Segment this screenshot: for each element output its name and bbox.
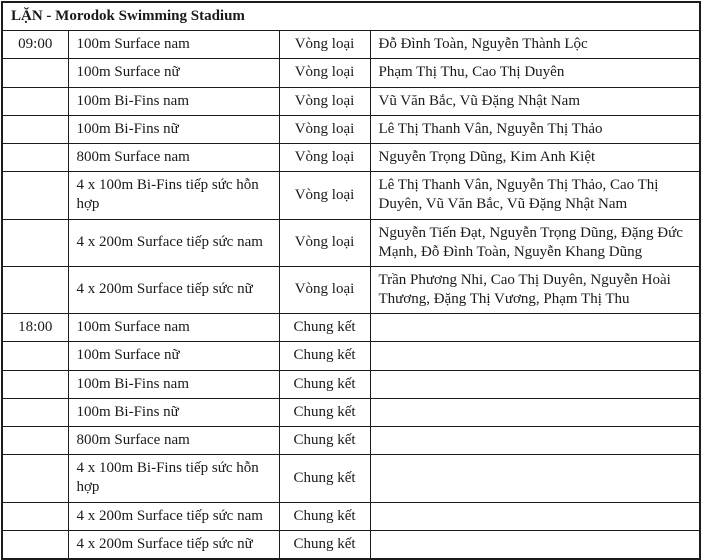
- table-row: [2, 530, 700, 559]
- athletes-cell: [370, 370, 700, 398]
- table-row: [2, 502, 700, 530]
- table-row: [2, 266, 700, 313]
- event-cell: 100m Bi-Fins nữ: [68, 115, 279, 143]
- athletes-cell: [370, 502, 700, 530]
- table-row: [2, 143, 700, 171]
- event-cell: 100m Bi-Fins nữ: [68, 398, 279, 426]
- table-row: [2, 31, 700, 59]
- time-cell: 18:00: [2, 314, 68, 342]
- event-cell: 100m Surface nam: [68, 31, 279, 59]
- table-row: [2, 427, 700, 455]
- event-cell: 4 x 100m Bi-Fins tiếp sức hỗn hợp: [68, 455, 279, 502]
- round-cell: Chung kết: [279, 370, 370, 398]
- event-cell: 100m Surface nữ: [68, 59, 279, 87]
- table-row: [2, 342, 700, 370]
- athletes-cell: Vũ Văn Bắc, Vũ Đặng Nhật Nam: [370, 87, 700, 115]
- time-cell: [2, 455, 68, 502]
- time-cell: [2, 398, 68, 426]
- event-cell: 100m Surface nữ: [68, 342, 279, 370]
- time-cell: [2, 266, 68, 313]
- round-cell: Vòng loại: [279, 87, 370, 115]
- time-cell: [2, 115, 68, 143]
- schedule-table: [1, 1, 701, 560]
- round-cell: Chung kết: [279, 314, 370, 342]
- event-cell: 4 x 200m Surface tiếp sức nam: [68, 219, 279, 266]
- round-cell: Vòng loại: [279, 143, 370, 171]
- event-cell: 4 x 200m Surface tiếp sức nữ: [68, 266, 279, 313]
- event-cell: 100m Bi-Fins nam: [68, 370, 279, 398]
- event-cell: 100m Bi-Fins nam: [68, 87, 279, 115]
- event-cell: 4 x 100m Bi-Fins tiếp sức hỗn hợp: [68, 172, 279, 219]
- table-row: [2, 370, 700, 398]
- round-cell: Vòng loại: [279, 172, 370, 219]
- table-row: [2, 398, 700, 426]
- table-body: [2, 31, 700, 559]
- table-row: [2, 87, 700, 115]
- round-cell: Chung kết: [279, 427, 370, 455]
- round-cell: Chung kết: [279, 530, 370, 559]
- athletes-cell: Lê Thị Thanh Vân, Nguyễn Thị Thảo, Cao Thị Duyên, Vũ Văn Bắc, Vũ Đặng Nhật Nam: [370, 172, 700, 219]
- table-title: LẶN - Morodok Swimming Stadium: [2, 2, 700, 31]
- event-cell: 100m Surface nam: [68, 314, 279, 342]
- time-cell: [2, 342, 68, 370]
- event-cell: 800m Surface nam: [68, 427, 279, 455]
- round-cell: Chung kết: [279, 502, 370, 530]
- time-cell: [2, 502, 68, 530]
- round-cell: Chung kết: [279, 342, 370, 370]
- table-title-row: [2, 2, 700, 31]
- event-cell: 4 x 200m Surface tiếp sức nữ: [68, 530, 279, 559]
- round-cell: Vòng loại: [279, 59, 370, 87]
- round-cell: Chung kết: [279, 455, 370, 502]
- time-cell: [2, 87, 68, 115]
- round-cell: Chung kết: [279, 398, 370, 426]
- table-row: [2, 59, 700, 87]
- round-cell: Vòng loại: [279, 115, 370, 143]
- table-row: [2, 172, 700, 219]
- table-row: [2, 219, 700, 266]
- table-row: [2, 314, 700, 342]
- time-cell: [2, 370, 68, 398]
- round-cell: Vòng loại: [279, 219, 370, 266]
- athletes-cell: [370, 314, 700, 342]
- athletes-cell: Đỗ Đình Toàn, Nguyễn Thành Lộc: [370, 31, 700, 59]
- athletes-cell: [370, 342, 700, 370]
- athletes-cell: [370, 530, 700, 559]
- athletes-cell: Phạm Thị Thu, Cao Thị Duyên: [370, 59, 700, 87]
- athletes-cell: Nguyễn Tiến Đạt, Nguyễn Trọng Dũng, Đặng Đức Mạnh, Đỗ Đình Toàn, Nguyễn Khang Dũng: [370, 219, 700, 266]
- event-cell: 800m Surface nam: [68, 143, 279, 171]
- athletes-cell: Nguyễn Trọng Dũng, Kim Anh Kiệt: [370, 143, 700, 171]
- table-row: [2, 455, 700, 502]
- athletes-cell: [370, 455, 700, 502]
- time-cell: [2, 143, 68, 171]
- round-cell: Vòng loại: [279, 266, 370, 313]
- time-cell: 09:00: [2, 31, 68, 59]
- time-cell: [2, 59, 68, 87]
- athletes-cell: Trần Phương Nhi, Cao Thị Duyên, Nguyễn Hoài Thương, Đặng Thị Vương, Phạm Thị Thu: [370, 266, 700, 313]
- table-row: [2, 115, 700, 143]
- athletes-cell: [370, 398, 700, 426]
- time-cell: [2, 172, 68, 219]
- athletes-cell: [370, 427, 700, 455]
- time-cell: [2, 219, 68, 266]
- time-cell: [2, 530, 68, 559]
- round-cell: Vòng loại: [279, 31, 370, 59]
- athletes-cell: Lê Thị Thanh Vân, Nguyễn Thị Thảo: [370, 115, 700, 143]
- time-cell: [2, 427, 68, 455]
- event-cell: 4 x 200m Surface tiếp sức nam: [68, 502, 279, 530]
